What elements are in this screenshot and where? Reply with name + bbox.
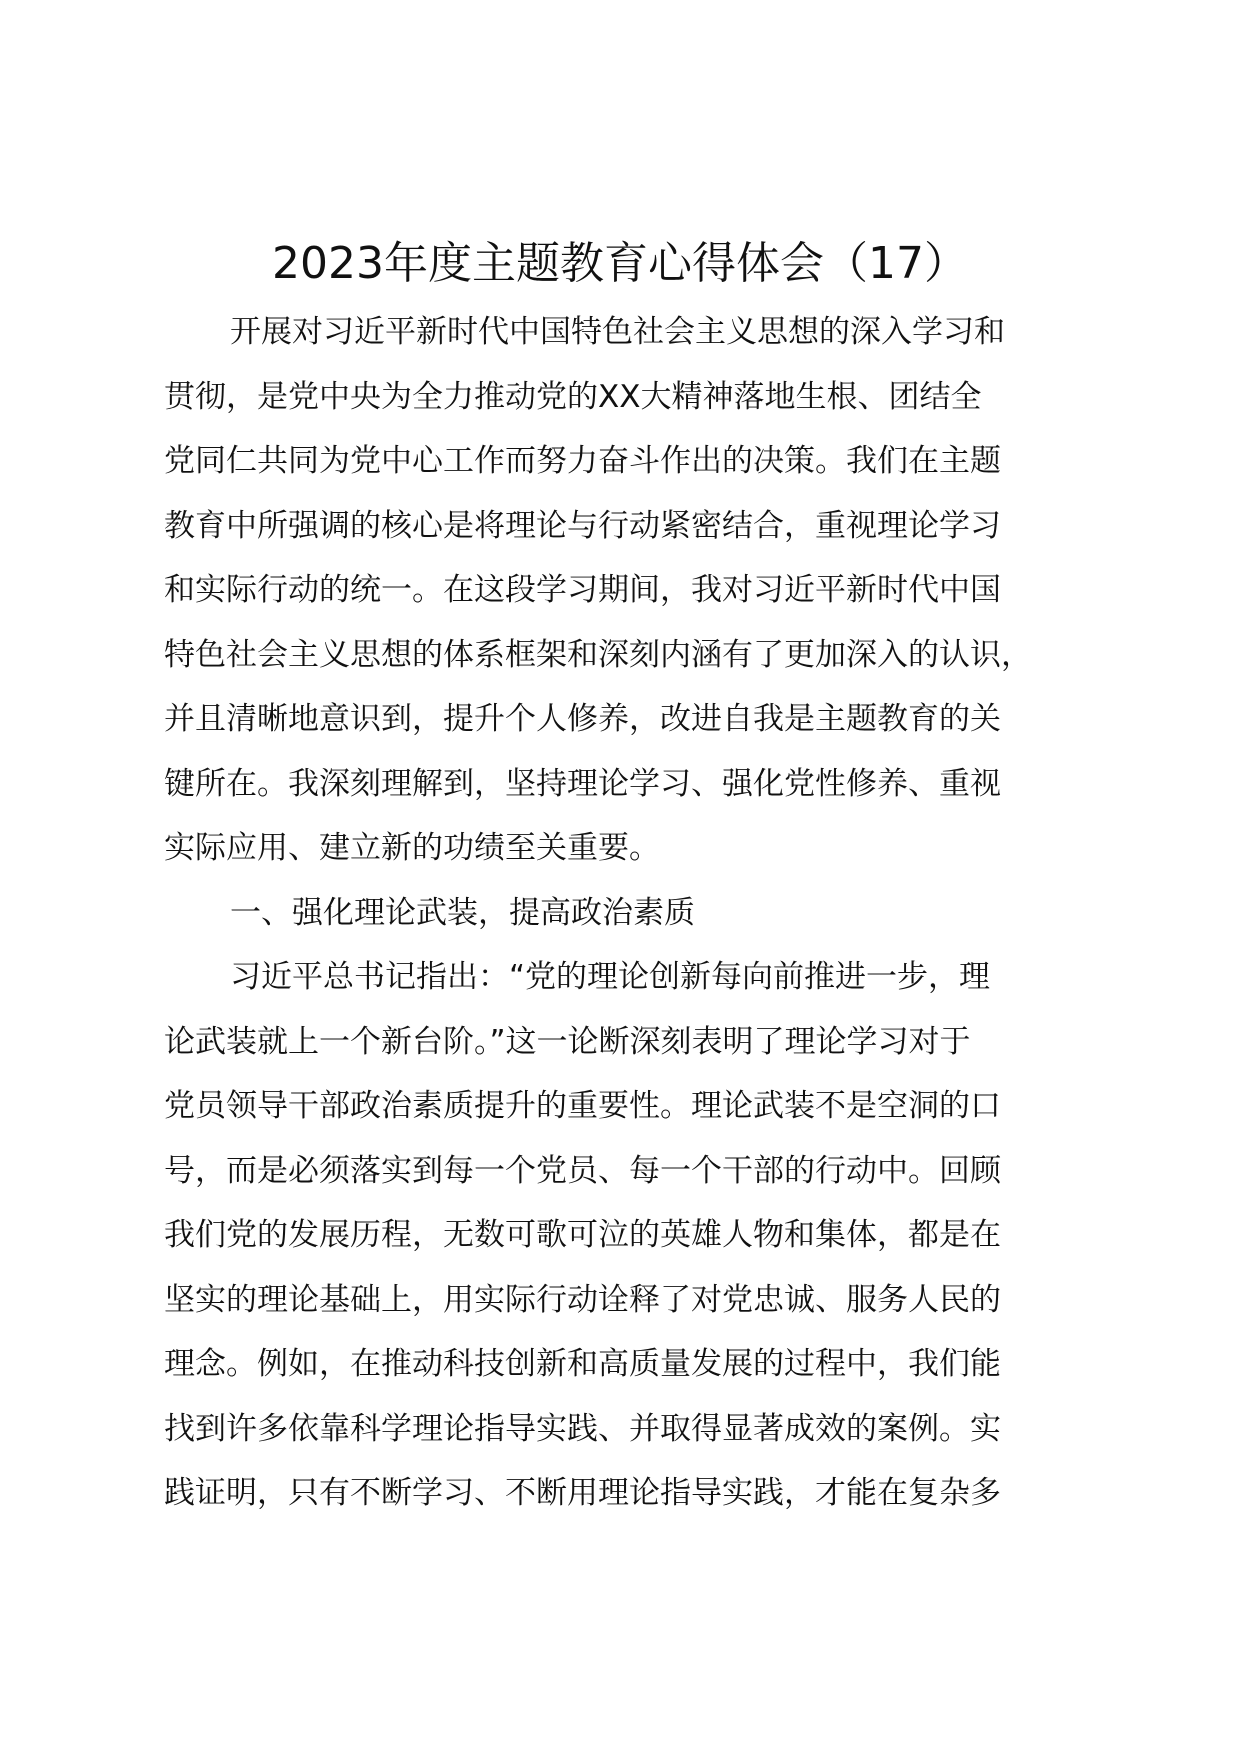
document-title: 2023年度主题教育心得体会（17） [272,238,968,289]
paragraph-line: 实际应用、建立新的功绩至关重要。 [164,830,660,866]
paragraph-line: 党同仁共同为党中心工作而努力奋斗作出的决策。我们在主题 [164,443,1001,479]
paragraph-line: 论武装就上一个新台阶。”这一论断深刻表明了理论学习对于 [164,1023,971,1060]
paragraph-line: 开展对习近平新时代中国特色社会主义思想的深入学习和 [230,314,1005,350]
section-heading: 一、强化理论武装，提高政治素质 [230,894,695,931]
paragraph-line: 坚实的理论基础上，用实际行动诠释了对党忠诚、服务人民的 [164,1281,1001,1318]
paragraph-line: 键所在。我深刻理解到，坚持理论学习、强化党性修养、重视 [164,765,1001,802]
paragraph-line: 找到许多依靠科学理论指导实践、并取得显著成效的案例。实 [164,1410,1001,1447]
paragraph-line: 教育中所强调的核心是将理论与行动紧密结合，重视理论学习 [164,507,1001,544]
document-body [164,300,1124,1526]
paragraph-line: 和实际行动的统一。在这段学习期间，我对习近平新时代中国 [164,572,1001,608]
paragraph-line: 理念。例如，在推动科技创新和高质量发展的过程中，我们能 [164,1346,1001,1382]
paragraph-line: 践证明，只有不断学习、不断用理论指导实践，才能在复杂多 [164,1475,1001,1511]
paragraph-line: 号，而是必须落实到每一个党员、每一个干部的行动中。回顾 [164,1152,1001,1189]
paragraph-line: 党员领导干部政治素质提升的重要性。理论武装不是空洞的口 [164,1088,1001,1124]
paragraph-line: 习近平总书记指出：“党的理论创新每向前推进一步，理 [230,959,991,995]
paragraph-line: 并且清晰地意识到，提升个人修养，改进自我是主题教育的关 [164,701,1001,737]
paragraph-line: 贯彻，是党中央为全力推动党的XX大精神落地生根、团结全 [164,378,982,415]
paragraph-line: 我们党的发展历程，无数可歌可泣的英雄人物和集体，都是在 [164,1217,1001,1253]
paragraph-line: 特色社会主义思想的体系框架和深刻内涵有了更加深入的认识， [164,636,1032,673]
